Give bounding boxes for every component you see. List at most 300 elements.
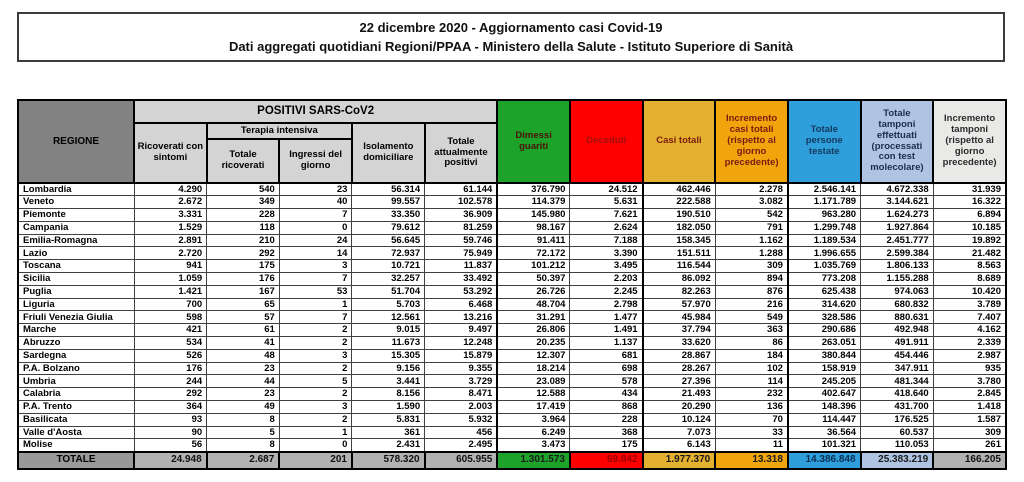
value-cell: 102 bbox=[715, 362, 788, 375]
value-cell: 23.089 bbox=[497, 375, 570, 388]
value-cell: 114.447 bbox=[788, 413, 861, 426]
totale-label-cell: TOTALE bbox=[18, 452, 134, 469]
value-cell: 232 bbox=[715, 388, 788, 401]
value-cell: 56.645 bbox=[352, 234, 425, 247]
value-cell: 12.588 bbox=[497, 388, 570, 401]
value-cell: 421 bbox=[134, 324, 207, 337]
value-cell: 1.059 bbox=[134, 273, 207, 286]
value-cell: 11.673 bbox=[352, 337, 425, 350]
header-regione: REGIONE bbox=[18, 100, 134, 183]
value-cell: 11.837 bbox=[425, 260, 498, 273]
header-isolamento: Isolamento domiciliare bbox=[352, 123, 425, 183]
value-cell: 10.420 bbox=[933, 285, 1006, 298]
value-cell: 65 bbox=[207, 298, 280, 311]
value-cell: 3.390 bbox=[570, 247, 643, 260]
value-cell: 56.314 bbox=[352, 183, 425, 196]
value-cell: 349 bbox=[207, 196, 280, 209]
header-casi-totali: Casi totali bbox=[643, 100, 716, 183]
table-row bbox=[18, 375, 1006, 388]
value-cell: 158.919 bbox=[788, 362, 861, 375]
value-cell: 244 bbox=[134, 375, 207, 388]
value-cell: 5 bbox=[279, 375, 352, 388]
value-cell: 9.355 bbox=[425, 362, 498, 375]
value-cell: 8.563 bbox=[933, 260, 1006, 273]
value-cell: 176.525 bbox=[861, 413, 934, 426]
region-name-cell: Molise bbox=[18, 439, 134, 452]
value-cell: 434 bbox=[570, 388, 643, 401]
table-body bbox=[18, 183, 1006, 452]
value-cell: 1.171.789 bbox=[788, 196, 861, 209]
value-cell: 974.063 bbox=[861, 285, 934, 298]
value-cell: 2.720 bbox=[134, 247, 207, 260]
value-cell: 2.891 bbox=[134, 234, 207, 247]
value-cell: 880.631 bbox=[861, 311, 934, 324]
value-cell: 114.379 bbox=[497, 196, 570, 209]
value-cell: 935 bbox=[933, 362, 1006, 375]
value-cell: 10.124 bbox=[643, 413, 716, 426]
table-row bbox=[18, 196, 1006, 209]
value-cell: 3.964 bbox=[497, 413, 570, 426]
value-cell: 184 bbox=[715, 349, 788, 362]
value-cell: 12.561 bbox=[352, 311, 425, 324]
table-row bbox=[18, 349, 1006, 362]
region-name-cell: Liguria bbox=[18, 298, 134, 311]
value-cell: 228 bbox=[570, 413, 643, 426]
value-cell: 60.537 bbox=[861, 426, 934, 439]
value-cell: 1.155.288 bbox=[861, 273, 934, 286]
value-cell: 10.185 bbox=[933, 221, 1006, 234]
value-cell: 1 bbox=[279, 426, 352, 439]
value-cell: 99.557 bbox=[352, 196, 425, 209]
value-cell: 2.599.384 bbox=[861, 247, 934, 260]
value-cell: 15.305 bbox=[352, 349, 425, 362]
value-cell: 4.162 bbox=[933, 324, 1006, 337]
value-cell: 6.143 bbox=[643, 439, 716, 452]
table-row bbox=[18, 260, 1006, 273]
value-cell: 53 bbox=[279, 285, 352, 298]
value-cell: 2.672 bbox=[134, 196, 207, 209]
totale-value-cell: 578.320 bbox=[352, 452, 425, 469]
table-row bbox=[18, 183, 1006, 196]
value-cell: 3.473 bbox=[497, 439, 570, 452]
value-cell: 680.832 bbox=[861, 298, 934, 311]
value-cell: 44 bbox=[207, 375, 280, 388]
value-cell: 19.892 bbox=[933, 234, 1006, 247]
value-cell: 14 bbox=[279, 247, 352, 260]
value-cell: 13.216 bbox=[425, 311, 498, 324]
value-cell: 91.411 bbox=[497, 234, 570, 247]
region-name-cell: Marche bbox=[18, 324, 134, 337]
value-cell: 8 bbox=[207, 413, 280, 426]
value-cell: 114 bbox=[715, 375, 788, 388]
value-cell: 167 bbox=[207, 285, 280, 298]
value-cell: 61.144 bbox=[425, 183, 498, 196]
value-cell: 6.894 bbox=[933, 209, 1006, 222]
region-name-cell: Sardegna bbox=[18, 349, 134, 362]
value-cell: 5.703 bbox=[352, 298, 425, 311]
region-name-cell: Emilia-Romagna bbox=[18, 234, 134, 247]
value-cell: 175 bbox=[570, 439, 643, 452]
value-cell: 698 bbox=[570, 362, 643, 375]
value-cell: 72.172 bbox=[497, 247, 570, 260]
value-cell: 309 bbox=[715, 260, 788, 273]
value-cell: 23 bbox=[207, 388, 280, 401]
value-cell: 328.586 bbox=[788, 311, 861, 324]
value-cell: 492.948 bbox=[861, 324, 934, 337]
value-cell: 4.290 bbox=[134, 183, 207, 196]
region-name-cell: P.A. Bolzano bbox=[18, 362, 134, 375]
value-cell: 228 bbox=[207, 209, 280, 222]
value-cell: 1.288 bbox=[715, 247, 788, 260]
value-cell: 2.798 bbox=[570, 298, 643, 311]
value-cell: 40 bbox=[279, 196, 352, 209]
value-cell: 2.624 bbox=[570, 221, 643, 234]
value-cell: 101.321 bbox=[788, 439, 861, 452]
totale-row bbox=[18, 452, 1006, 469]
value-cell: 454.446 bbox=[861, 349, 934, 362]
value-cell: 145.980 bbox=[497, 209, 570, 222]
value-cell: 190.510 bbox=[643, 209, 716, 222]
value-cell: 21.493 bbox=[643, 388, 716, 401]
value-cell: 6.468 bbox=[425, 298, 498, 311]
header-tamponi: Totale tamponi effettuati (processati con test molecolare) bbox=[861, 100, 934, 183]
value-cell: 90 bbox=[134, 426, 207, 439]
value-cell: 868 bbox=[570, 401, 643, 414]
value-cell: 402.647 bbox=[788, 388, 861, 401]
value-cell: 1.137 bbox=[570, 337, 643, 350]
value-cell: 23 bbox=[207, 362, 280, 375]
value-cell: 9.156 bbox=[352, 362, 425, 375]
value-cell: 549 bbox=[715, 311, 788, 324]
value-cell: 72.937 bbox=[352, 247, 425, 260]
table-row bbox=[18, 247, 1006, 260]
value-cell: 1.299.748 bbox=[788, 221, 861, 234]
value-cell: 2.431 bbox=[352, 439, 425, 452]
value-cell: 28.267 bbox=[643, 362, 716, 375]
value-cell: 216 bbox=[715, 298, 788, 311]
region-name-cell: Friuli Venezia Giulia bbox=[18, 311, 134, 324]
value-cell: 1.162 bbox=[715, 234, 788, 247]
value-cell: 2.495 bbox=[425, 439, 498, 452]
value-cell: 222.588 bbox=[643, 196, 716, 209]
table-row bbox=[18, 273, 1006, 286]
region-name-cell: Abruzzo bbox=[18, 337, 134, 350]
value-cell: 2.845 bbox=[933, 388, 1006, 401]
value-cell: 17.419 bbox=[497, 401, 570, 414]
value-cell: 7.188 bbox=[570, 234, 643, 247]
value-cell: 102.578 bbox=[425, 196, 498, 209]
table-row bbox=[18, 285, 1006, 298]
value-cell: 32.257 bbox=[352, 273, 425, 286]
totale-value-cell: 1.301.573 bbox=[497, 452, 570, 469]
value-cell: 5.631 bbox=[570, 196, 643, 209]
value-cell: 292 bbox=[134, 388, 207, 401]
value-cell: 151.511 bbox=[643, 247, 716, 260]
table-row bbox=[18, 324, 1006, 337]
table-row bbox=[18, 426, 1006, 439]
value-cell: 56 bbox=[134, 439, 207, 452]
value-cell: 2.003 bbox=[425, 401, 498, 414]
value-cell: 7.073 bbox=[643, 426, 716, 439]
value-cell: 175 bbox=[207, 260, 280, 273]
value-cell: 59.746 bbox=[425, 234, 498, 247]
region-name-cell: Umbria bbox=[18, 375, 134, 388]
header-ingressi-giorno: Ingressi del giorno bbox=[279, 139, 352, 183]
value-cell: 26.806 bbox=[497, 324, 570, 337]
value-cell: 681 bbox=[570, 349, 643, 362]
value-cell: 210 bbox=[207, 234, 280, 247]
value-cell: 9.497 bbox=[425, 324, 498, 337]
value-cell: 1.491 bbox=[570, 324, 643, 337]
value-cell: 347.911 bbox=[861, 362, 934, 375]
value-cell: 9.015 bbox=[352, 324, 425, 337]
value-cell: 4.672.338 bbox=[861, 183, 934, 196]
value-cell: 540 bbox=[207, 183, 280, 196]
value-cell: 700 bbox=[134, 298, 207, 311]
value-cell: 33.492 bbox=[425, 273, 498, 286]
value-cell: 12.248 bbox=[425, 337, 498, 350]
value-cell: 1.590 bbox=[352, 401, 425, 414]
value-cell: 598 bbox=[134, 311, 207, 324]
value-cell: 37.794 bbox=[643, 324, 716, 337]
value-cell: 20.290 bbox=[643, 401, 716, 414]
value-cell: 245.205 bbox=[788, 375, 861, 388]
header-deceduti: Deceduti bbox=[570, 100, 643, 183]
value-cell: 23 bbox=[279, 183, 352, 196]
table-row bbox=[18, 209, 1006, 222]
value-cell: 418.640 bbox=[861, 388, 934, 401]
value-cell: 70 bbox=[715, 413, 788, 426]
value-cell: 773.208 bbox=[788, 273, 861, 286]
value-cell: 3.441 bbox=[352, 375, 425, 388]
table-row bbox=[18, 221, 1006, 234]
value-cell: 8.689 bbox=[933, 273, 1006, 286]
value-cell: 263.051 bbox=[788, 337, 861, 350]
table-row bbox=[18, 337, 1006, 350]
value-cell: 118 bbox=[207, 221, 280, 234]
totale-value-cell: 14.386.848 bbox=[788, 452, 861, 469]
value-cell: 31.291 bbox=[497, 311, 570, 324]
value-cell: 136 bbox=[715, 401, 788, 414]
table-row bbox=[18, 234, 1006, 247]
header-ricoverati-sintomi: Ricoverati con sintomi bbox=[134, 123, 207, 183]
value-cell: 363 bbox=[715, 324, 788, 337]
value-cell: 28.867 bbox=[643, 349, 716, 362]
value-cell: 261 bbox=[933, 439, 1006, 452]
value-cell: 7 bbox=[279, 273, 352, 286]
value-cell: 456 bbox=[425, 426, 498, 439]
value-cell: 57.970 bbox=[643, 298, 716, 311]
table-row bbox=[18, 388, 1006, 401]
value-cell: 3.331 bbox=[134, 209, 207, 222]
title-box bbox=[17, 12, 1005, 62]
totale-value-cell: 69.842 bbox=[570, 452, 643, 469]
value-cell: 20.235 bbox=[497, 337, 570, 350]
value-cell: 309 bbox=[933, 426, 1006, 439]
value-cell: 0 bbox=[279, 221, 352, 234]
value-cell: 148.396 bbox=[788, 401, 861, 414]
totale-value-cell: 1.977.370 bbox=[643, 452, 716, 469]
value-cell: 53.292 bbox=[425, 285, 498, 298]
value-cell: 534 bbox=[134, 337, 207, 350]
value-cell: 1.529 bbox=[134, 221, 207, 234]
value-cell: 48.704 bbox=[497, 298, 570, 311]
value-cell: 7.407 bbox=[933, 311, 1006, 324]
value-cell: 79.612 bbox=[352, 221, 425, 234]
value-cell: 33.620 bbox=[643, 337, 716, 350]
value-cell: 1.421 bbox=[134, 285, 207, 298]
value-cell: 41 bbox=[207, 337, 280, 350]
header-dimessi-guariti: Dimessi guariti bbox=[497, 100, 570, 183]
value-cell: 61 bbox=[207, 324, 280, 337]
value-cell: 50.397 bbox=[497, 273, 570, 286]
value-cell: 431.700 bbox=[861, 401, 934, 414]
region-name-cell: Lombardia bbox=[18, 183, 134, 196]
value-cell: 5 bbox=[207, 426, 280, 439]
value-cell: 11 bbox=[715, 439, 788, 452]
value-cell: 57 bbox=[207, 311, 280, 324]
region-name-cell: Calabria bbox=[18, 388, 134, 401]
covid-data-table bbox=[17, 99, 1007, 470]
value-cell: 93 bbox=[134, 413, 207, 426]
value-cell: 10.721 bbox=[352, 260, 425, 273]
region-name-cell: Lazio bbox=[18, 247, 134, 260]
value-cell: 24 bbox=[279, 234, 352, 247]
value-cell: 361 bbox=[352, 426, 425, 439]
value-cell: 542 bbox=[715, 209, 788, 222]
region-name-cell: Basilicata bbox=[18, 413, 134, 426]
value-cell: 86.092 bbox=[643, 273, 716, 286]
value-cell: 6.249 bbox=[497, 426, 570, 439]
region-name-cell: Valle d'Aosta bbox=[18, 426, 134, 439]
value-cell: 290.686 bbox=[788, 324, 861, 337]
value-cell: 1.927.864 bbox=[861, 221, 934, 234]
value-cell: 625.438 bbox=[788, 285, 861, 298]
value-cell: 368 bbox=[570, 426, 643, 439]
value-cell: 1.806.133 bbox=[861, 260, 934, 273]
region-name-cell: P.A. Trento bbox=[18, 401, 134, 414]
value-cell: 51.704 bbox=[352, 285, 425, 298]
table-row bbox=[18, 298, 1006, 311]
report-subtitle: Dati aggregati quotidiani Regioni/PPAA - Ministero della Salute - Istituto Superiore di Sanità bbox=[228, 39, 794, 55]
value-cell: 5.831 bbox=[352, 413, 425, 426]
value-cell: 45.984 bbox=[643, 311, 716, 324]
value-cell: 1.477 bbox=[570, 311, 643, 324]
value-cell: 110.053 bbox=[861, 439, 934, 452]
value-cell: 2 bbox=[279, 388, 352, 401]
value-cell: 791 bbox=[715, 221, 788, 234]
value-cell: 48 bbox=[207, 349, 280, 362]
value-cell: 12.307 bbox=[497, 349, 570, 362]
totale-value-cell: 24.948 bbox=[134, 452, 207, 469]
value-cell: 8.471 bbox=[425, 388, 498, 401]
value-cell: 82.263 bbox=[643, 285, 716, 298]
value-cell: 526 bbox=[134, 349, 207, 362]
value-cell: 2.245 bbox=[570, 285, 643, 298]
value-cell: 380.844 bbox=[788, 349, 861, 362]
value-cell: 49 bbox=[207, 401, 280, 414]
value-cell: 5.932 bbox=[425, 413, 498, 426]
totale-value-cell: 166.205 bbox=[933, 452, 1006, 469]
value-cell: 462.446 bbox=[643, 183, 716, 196]
value-cell: 3 bbox=[279, 349, 352, 362]
value-cell: 7.621 bbox=[570, 209, 643, 222]
value-cell: 1.035.769 bbox=[788, 260, 861, 273]
value-cell: 3.082 bbox=[715, 196, 788, 209]
value-cell: 3.789 bbox=[933, 298, 1006, 311]
value-cell: 963.280 bbox=[788, 209, 861, 222]
value-cell: 2.278 bbox=[715, 183, 788, 196]
value-cell: 2 bbox=[279, 324, 352, 337]
table-row bbox=[18, 439, 1006, 452]
header-persone-testate: Totale persone testate bbox=[788, 100, 861, 183]
value-cell: 2 bbox=[279, 413, 352, 426]
value-cell: 0 bbox=[279, 439, 352, 452]
report-date-title: 22 dicembre 2020 - Aggiornamento casi Covid-19 bbox=[359, 19, 663, 35]
table-row bbox=[18, 362, 1006, 375]
header-totale-positivi: Totale attualmente positivi bbox=[425, 123, 498, 183]
value-cell: 3 bbox=[279, 401, 352, 414]
value-cell: 2.451.777 bbox=[861, 234, 934, 247]
region-name-cell: Puglia bbox=[18, 285, 134, 298]
value-cell: 1.418 bbox=[933, 401, 1006, 414]
value-cell: 75.949 bbox=[425, 247, 498, 260]
value-cell: 1.624.273 bbox=[861, 209, 934, 222]
value-cell: 27.396 bbox=[643, 375, 716, 388]
totale-value-cell: 25.383.219 bbox=[861, 452, 934, 469]
value-cell: 158.345 bbox=[643, 234, 716, 247]
value-cell: 18.214 bbox=[497, 362, 570, 375]
value-cell: 116.544 bbox=[643, 260, 716, 273]
totale-value-cell: 13.318 bbox=[715, 452, 788, 469]
value-cell: 21.482 bbox=[933, 247, 1006, 260]
value-cell: 941 bbox=[134, 260, 207, 273]
header-terapia-intensiva: Terapia intensiva bbox=[207, 123, 352, 139]
value-cell: 376.790 bbox=[497, 183, 570, 196]
table-row bbox=[18, 401, 1006, 414]
region-name-cell: Sicilia bbox=[18, 273, 134, 286]
header-incremento-casi: Incremento casi totali (rispetto al giorno precedente) bbox=[715, 100, 788, 183]
value-cell: 2.546.141 bbox=[788, 183, 861, 196]
value-cell: 36.564 bbox=[788, 426, 861, 439]
region-name-cell: Campania bbox=[18, 221, 134, 234]
value-cell: 894 bbox=[715, 273, 788, 286]
value-cell: 3.729 bbox=[425, 375, 498, 388]
value-cell: 26.726 bbox=[497, 285, 570, 298]
value-cell: 2.339 bbox=[933, 337, 1006, 350]
header-totale-ricoverati: Totale ricoverati bbox=[207, 139, 280, 183]
value-cell: 364 bbox=[134, 401, 207, 414]
value-cell: 81.259 bbox=[425, 221, 498, 234]
region-name-cell: Veneto bbox=[18, 196, 134, 209]
value-cell: 1.996.655 bbox=[788, 247, 861, 260]
value-cell: 33 bbox=[715, 426, 788, 439]
value-cell: 1 bbox=[279, 298, 352, 311]
value-cell: 176 bbox=[207, 273, 280, 286]
value-cell: 31.939 bbox=[933, 183, 1006, 196]
value-cell: 292 bbox=[207, 247, 280, 260]
value-cell: 36.909 bbox=[425, 209, 498, 222]
value-cell: 7 bbox=[279, 311, 352, 324]
value-cell: 3.780 bbox=[933, 375, 1006, 388]
value-cell: 1.587 bbox=[933, 413, 1006, 426]
value-cell: 1.189.534 bbox=[788, 234, 861, 247]
value-cell: 491.911 bbox=[861, 337, 934, 350]
value-cell: 3 bbox=[279, 260, 352, 273]
table-header bbox=[18, 100, 1006, 183]
table-row bbox=[18, 311, 1006, 324]
table-row bbox=[18, 413, 1006, 426]
